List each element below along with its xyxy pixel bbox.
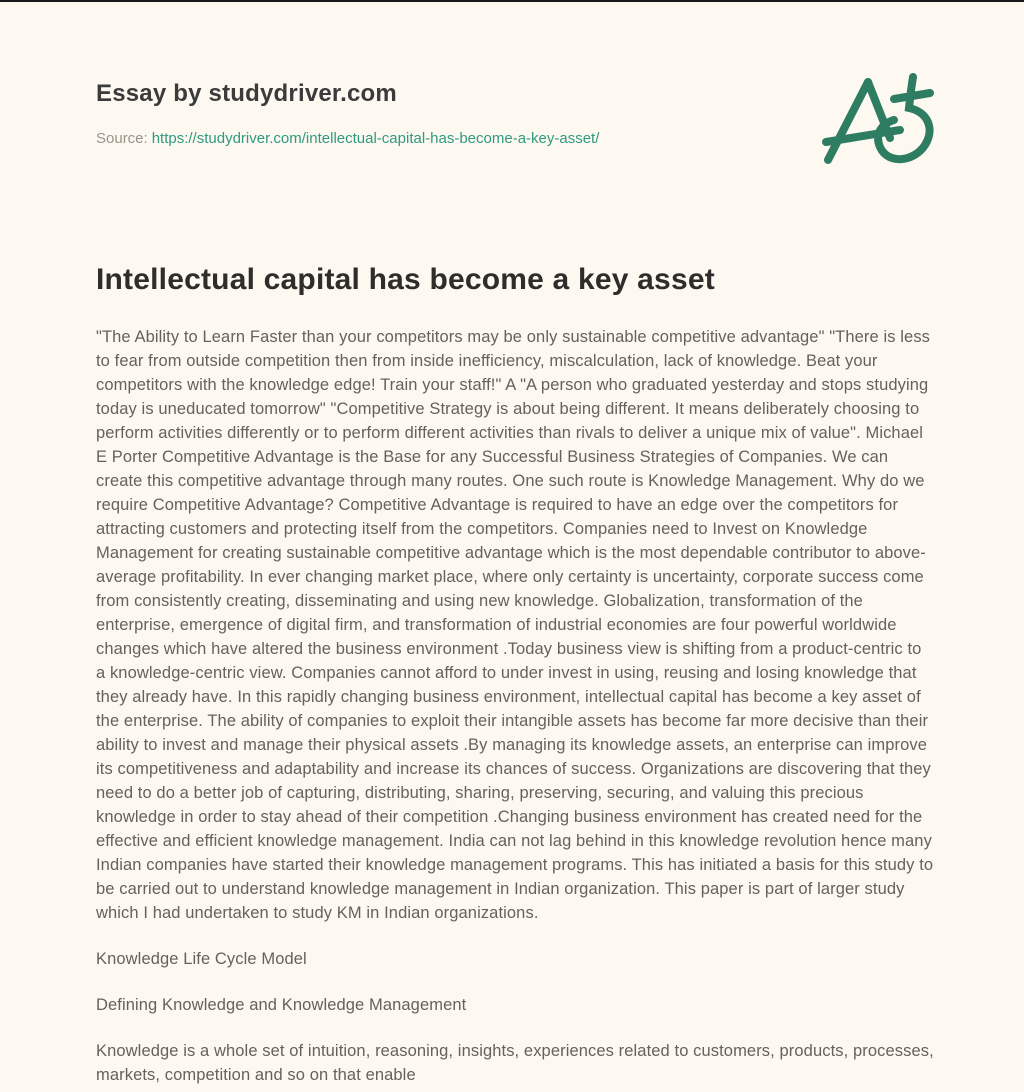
document-page <box>0 2 1024 1092</box>
source-label: Source: <box>96 130 148 147</box>
essay-paragraph-knowledge-definition: Knowledge is a whole set of intuition, reasoning, insights, experiences related to customers, products, processes, markets, competition and so on that enable <box>96 1042 934 1084</box>
essay-title: Intellectual capital has become a key asset <box>96 263 715 296</box>
source-line <box>96 130 930 147</box>
document-header <box>96 80 930 147</box>
studydriver-aplus-logo-icon <box>816 72 938 172</box>
essay-paragraph-main: "The Ability to Learn Faster than your competitors may be only sustainable competitive advantage" "There is less to fear from outside competition then from inside inefficiency, miscalculation, lack of knowledge. Beat your competitors with the knowledge edge! Train your staff!" A "A person who graduated yesterday and stops studying today is uneducated tomorrow" "Competitive Strategy is about being different. It means deliberately choosing to perform activities differently or to perform different activities than rivals to deliver a unique mix of value". Michael E Porter Competitive Advantage is the Base for any Successful Business Strategies of Companies. We can create this competitive advantage through many routes. One such route is Knowledge Management. Why do we require Competitive Advantage? Competitive Advantage is required to have an edge over the competitors for attracting customers and protecting itself from the competitors. Companies need to Invest on Knowledge Management for creating sustainable competitive advantage which is the most dependable contributor to above-average profitability. In ever changing market place, where only certainty is uncertainty, corporate success come from consistently creating, disseminating and using new knowledge. Globalization, transformation of the enterprise, emergence of digital firm, and transformation of industrial economies are four powerful worldwide changes which have altered the business environment .Today business view is shifting from a product-centric to a knowledge-centric view. Companies cannot afford to under invest in using, reusing and losing knowledge that they already have. In this rapidly changing business environment, intellectual capital has become a key asset of the enterprise. The ability of companies to exploit their intangible assets has become far more decisive than their ability to invest and manage their physical assets .By managing its knowledge assets, an enterprise can improve its competitiveness and adaptability and increase its chances of success. Organizations are discovering that they need to do a better job of capturing, distributing, sharing, preserving, securing, and valuing this precious knowledge in order to stay ahead of their competition .Changing business environment has created need for the effective and efficient knowledge management. India can not lag behind in this knowledge revolution hence many Indian companies have started their knowledge management programs. This has initiated a basis for this study to be carried out to understand knowledge management in Indian organization. This paper is part of larger study which I had undertaken to study KM in Indian organizations. <box>96 328 934 922</box>
essay-body <box>96 325 934 1087</box>
section-heading-knowledge-life-cycle-model: Knowledge Life Cycle Model <box>96 950 307 968</box>
document-main <box>96 263 934 1087</box>
page-title: Essay by studydriver.com <box>96 80 397 107</box>
section-heading-defining-knowledge: Defining Knowledge and Knowledge Management <box>96 996 467 1014</box>
source-link[interactable]: https://studydriver.com/intellectual-capital-has-become-a-key-asset/ <box>151 130 600 147</box>
